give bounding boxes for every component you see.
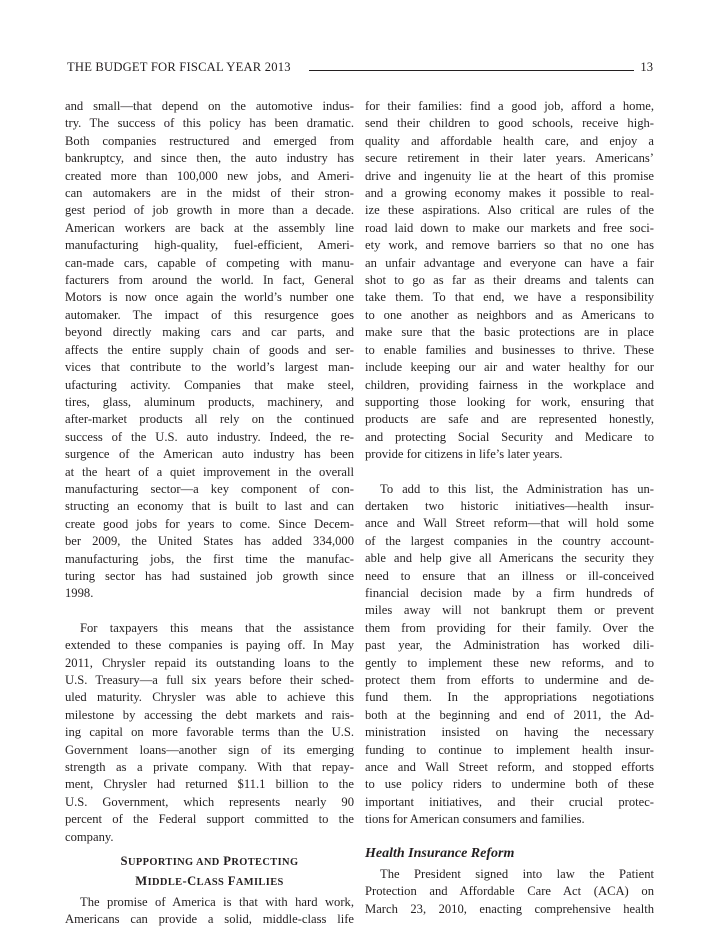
text-line: take them. To that end, we have a responsibility — [365, 290, 654, 305]
section-heading-line: SUPPORTING AND PROTECTING — [120, 854, 299, 869]
text-line: bankruptcy, and since then, the auto industry has — [65, 151, 354, 166]
text-line: quality and affordable health care, and enjoy a — [365, 133, 654, 148]
text-line: manufacturing high-quality, fuel-efficient, Ameri- — [65, 238, 354, 253]
right-column — [365, 98, 654, 918]
text-line: funding to continue to implement health insur- — [365, 742, 654, 757]
header-rule — [309, 70, 634, 71]
text-line: Protection and Affordable Care Act (ACA) on — [365, 884, 654, 899]
text-line: financial decision made by a firm hundreds of — [365, 585, 654, 600]
text-line: important initiatives, and their crucial protec- — [365, 794, 654, 809]
text-line: can-made cars, capable of competing with manu- — [65, 255, 354, 270]
text-line: can automakers are in the midst of their stron- — [65, 186, 354, 201]
text-line: them from providing for their family. Over the — [365, 620, 654, 635]
text-line: road laid down to make our markets and free soci- — [365, 220, 654, 235]
text-line: ance and Wall Street reform—that will hold some — [365, 516, 654, 531]
text-line: include keeping our air and water healthy for our — [365, 360, 654, 375]
text-line: automaker. The impact of this resurgence goes — [65, 307, 354, 322]
text-line: gently to implement these new reforms, and to — [365, 655, 654, 670]
text-line: tires, glass, aluminum products, machinery, and — [65, 394, 354, 409]
text-line: strength as a private company. With that repay- — [65, 760, 354, 775]
page-number: 13 — [640, 60, 653, 74]
text-line: uled maturity. Chrysler was able to achieve this — [65, 690, 354, 705]
text-line: drive and ingenuity lie at the heart of this promise — [365, 168, 654, 183]
paragraph-gap — [65, 603, 354, 620]
text-line: Both companies restructured and emerged from — [65, 133, 354, 148]
text-line: milestone by accessing the debt markets and rais- — [65, 707, 354, 722]
text-line: shot to go as far as their dreams and talents can — [365, 273, 654, 288]
text-line: vices that contribute to the world’s largest man- — [65, 360, 354, 375]
text-line: To add to this list, the Administration has un- — [380, 481, 654, 496]
text-line: of the largest companies in the country account- — [365, 533, 654, 548]
text-line: manufacturing sector—a key component of con- — [65, 481, 354, 496]
text-line: U.S. Government, which represents nearly 90 — [65, 794, 354, 809]
section-heading — [65, 852, 354, 892]
text-line: protect them from efforts to undermine and de- — [365, 673, 654, 687]
text-line: and a growing economy makes it possible to real- — [365, 186, 654, 201]
text-line: success of the U.S. auto industry. Indeed, the re- — [65, 429, 354, 444]
text-line: need to ensure that an illness or ill-conceived — [365, 568, 654, 583]
text-line: facturers from around the world. In fact, General — [65, 273, 354, 288]
text-line: 1998. — [65, 586, 94, 601]
text-line: secure retirement in their later years. Americans’ — [365, 151, 654, 166]
body-paragraph — [65, 620, 354, 846]
text-line: to use policy riders to undermine both of these — [365, 777, 654, 792]
text-line: able and help give all Americans the security they — [365, 551, 654, 566]
text-line: company. — [65, 829, 114, 844]
text-line: after-market products all rely on the continued — [65, 412, 354, 427]
text-line: structing an economy that is built to last and can — [65, 499, 354, 514]
section-heading-line: MIDDLE-CLASS FAMILIES — [135, 874, 284, 889]
text-line: For taxpayers this means that the assistance — [80, 620, 354, 635]
text-line: past year, the Administration has worked dili- — [365, 638, 654, 653]
text-line: turing sector has had sustained job growth since — [65, 568, 354, 583]
text-line: at the heart of a quiet improvement in the overall — [65, 464, 354, 479]
body-paragraph — [65, 894, 354, 929]
text-line: ing capital on more favorable terms than the U.S. — [65, 725, 354, 740]
text-line: ministration insisted on having the necessary — [365, 725, 654, 740]
body-paragraph — [65, 98, 354, 603]
text-line: Government loans—another sign of its emerging — [65, 742, 354, 757]
text-line: Motors is now once again the world’s number one — [65, 290, 354, 305]
text-line: create good jobs for years to come. Since Decem- — [65, 516, 354, 531]
text-line: ance and Wall Street reform, and stopped efforts — [365, 760, 654, 775]
text-line: The President signed into law the Patient — [380, 867, 654, 882]
running-header — [65, 58, 654, 78]
text-line: dertaken two historic initiatives—health insur- — [365, 498, 654, 513]
text-line: extended to these companies is paying off. In May — [65, 638, 354, 653]
text-line: make sure that the basic protections are in place — [365, 325, 654, 340]
body-paragraph — [365, 481, 654, 829]
text-line: manufacturing jobs, the first time the manufac- — [65, 551, 354, 566]
text-line: try. The success of this policy has been dramatic. — [65, 116, 354, 131]
text-line: surgence of the American auto industry has been — [65, 447, 354, 462]
text-line: and small—that depend on the automotive indus- — [65, 99, 354, 113]
body-paragraph — [365, 98, 654, 464]
text-line: and protecting Social Security and Medicare to — [365, 429, 654, 444]
text-line: beyond directly making cars and car parts, and — [65, 325, 354, 340]
text-line: 2011, Chrysler repaid its outstanding loans to the — [65, 655, 354, 670]
text-line: gest period of job growth in more than a decade. — [65, 203, 354, 218]
text-line: ety work, and remove barriers so that no one has — [365, 238, 654, 253]
text-line: ber 2009, the United States has added 334,000 — [65, 534, 354, 549]
text-line: tions for American consumers and families. — [365, 812, 585, 827]
text-line: ize these aspirations. Also critical are rules of the — [365, 203, 654, 218]
text-line: products are safe and are represented honestly, — [365, 412, 654, 427]
text-line: ufacturing activity. Companies that make steel, — [65, 377, 354, 392]
text-line: percent of the Federal support committed to the — [65, 812, 354, 827]
text-line: Americans can provide a solid, middle-class life — [65, 912, 354, 927]
text-line: U.S. Treasury—a full six years before their sched- — [65, 673, 354, 687]
body-paragraph — [365, 866, 654, 918]
text-line: March 23, 2010, enacting comprehensive health — [365, 901, 654, 916]
text-line: to one another as neighbors and as Americans to — [365, 307, 654, 322]
text-line: an unfair advantage and everyone can have a fair — [365, 255, 654, 270]
paragraph-gap — [365, 464, 654, 481]
text-line: fund them. In the appropriations negotiations — [365, 690, 654, 705]
subsection-heading: Health Insurance Reform — [365, 845, 515, 861]
text-line: created more than 100,000 new jobs, and Ameri- — [65, 168, 354, 183]
text-line: supporting those looking for work, ensuring that — [365, 394, 654, 409]
text-line: miles away will not bankrupt them or prevent — [365, 603, 654, 618]
text-line: American workers are back at the assembly line — [65, 220, 354, 235]
text-line: The promise of America is that with hard work, — [80, 895, 354, 910]
text-line: provide for citizens in life’s later years. — [365, 447, 563, 462]
left-column — [65, 98, 354, 929]
running-header-title: THE BUDGET FOR FISCAL YEAR 2013 — [67, 60, 291, 74]
text-line: ment, Chrysler had returned $11.1 billion to the — [65, 777, 354, 792]
text-line: to enable families and businesses to thrive. These — [365, 342, 654, 357]
text-line: for their families: find a good job, afford a home, — [365, 99, 654, 113]
text-line: affects the entire supply chain of goods and ser- — [65, 342, 354, 357]
text-line: both at the beginning and end of 2011, the Ad- — [365, 707, 654, 722]
text-line: children, providing fairness in the workplace and — [365, 377, 654, 392]
text-line: send their children to good schools, receive high- — [365, 116, 654, 131]
